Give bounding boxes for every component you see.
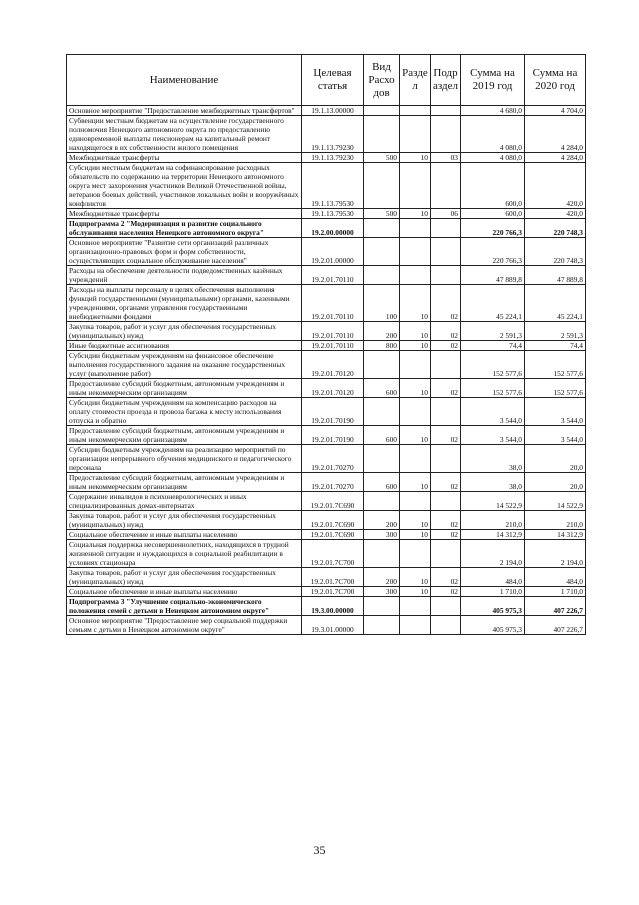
header-section: Разде л (400, 55, 431, 106)
cell-section (400, 492, 431, 511)
cell-subsection: 02 (431, 473, 461, 492)
cell-subsection (431, 398, 461, 426)
cell-sum-2020: 220 748,3 (525, 238, 586, 266)
cell-section (400, 445, 431, 473)
cell-expense-type: 600 (364, 379, 400, 398)
cell-name: Межбюджетные трансферты (67, 209, 302, 219)
cell-expense-type: 100 (364, 285, 400, 322)
cell-expense-type (364, 219, 400, 238)
cell-section (400, 219, 431, 238)
cell-expense-type (364, 351, 400, 379)
cell-target-article: 19.1.13.00000 (302, 106, 364, 116)
cell-sum-2020: 45 224,1 (525, 285, 586, 322)
cell-target-article: 19.2.01.7С700 (302, 568, 364, 587)
cell-sum-2020: 420,0 (525, 209, 586, 219)
table-row (67, 219, 586, 238)
cell-sum-2019: 74,4 (461, 341, 525, 351)
cell-sum-2020: 152 577,6 (525, 379, 586, 398)
table-row (67, 568, 586, 587)
cell-sum-2020: 4 704,0 (525, 106, 586, 116)
cell-target-article: 19.1.13.79230 (302, 116, 364, 153)
cell-sum-2019: 600,0 (461, 163, 525, 209)
cell-section (400, 597, 431, 616)
table-row (67, 445, 586, 473)
cell-target-article: 19.2.01.7С700 (302, 587, 364, 597)
cell-subsection (431, 106, 461, 116)
table-row (67, 511, 586, 530)
cell-subsection (431, 116, 461, 153)
cell-subsection: 02 (431, 568, 461, 587)
cell-sum-2019: 4 680,0 (461, 106, 525, 116)
cell-section (400, 106, 431, 116)
cell-expense-type (364, 266, 400, 285)
cell-sum-2020: 14 522,9 (525, 492, 586, 511)
cell-name: Субсидии местным бюджетам на софинансирование расходных обязательств по содержанию на территории Ненецкого автономного округа мест захоронения участников Великой Отечественной войны, ветеранов боевых действий, участников локальных войн и вооружённых конфликтов (67, 163, 302, 209)
cell-subsection: 02 (431, 379, 461, 398)
cell-expense-type: 800 (364, 341, 400, 351)
cell-name: Иные бюджетные ассигнования (67, 341, 302, 351)
cell-target-article: 19.3.01.00000 (302, 616, 364, 635)
cell-name: Расходы на выплаты персоналу в целях обеспечения выполнения функций государственными (муниципальными) органами, казенными учреждениями, органами управления государственными внебюджетными фондами (67, 285, 302, 322)
header-target-article: Целевая статья (302, 55, 364, 106)
cell-expense-type (364, 106, 400, 116)
cell-expense-type: 200 (364, 322, 400, 341)
cell-target-article: 19.2.01.70120 (302, 351, 364, 379)
cell-sum-2020: 407 226,7 (525, 597, 586, 616)
cell-section: 10 (400, 341, 431, 351)
cell-sum-2019: 484,0 (461, 568, 525, 587)
cell-target-article: 19.1.13.79530 (302, 209, 364, 219)
cell-subsection (431, 351, 461, 379)
table-row (67, 597, 586, 616)
cell-sum-2020: 420,0 (525, 163, 586, 209)
cell-subsection: 02 (431, 511, 461, 530)
cell-name: Основное мероприятие "Развитие сети организаций различных организационно-правовых форм и форм собственности, осуществляющих социальное обслуживание населения" (67, 238, 302, 266)
cell-target-article: 19.2.01.70110 (302, 322, 364, 341)
cell-section: 10 (400, 511, 431, 530)
cell-sum-2020: 20,0 (525, 445, 586, 473)
budget-table (66, 54, 586, 635)
cell-subsection: 06 (431, 209, 461, 219)
table-row (67, 351, 586, 379)
cell-target-article: 19.2.01.7С690 (302, 511, 364, 530)
cell-name: Расходы на обеспечение деятельности подведомственных казённых учреждений (67, 266, 302, 285)
cell-name: Основное мероприятие "Предоставление межбюджетных трансфертов" (67, 106, 302, 116)
cell-subsection: 02 (431, 426, 461, 445)
table-row (67, 530, 586, 540)
cell-section: 10 (400, 426, 431, 445)
table-row (67, 209, 586, 219)
cell-target-article: 19.3.00.00000 (302, 597, 364, 616)
cell-target-article: 19.2.01.70190 (302, 398, 364, 426)
table-row (67, 153, 586, 163)
cell-subsection (431, 266, 461, 285)
cell-subsection: 02 (431, 587, 461, 597)
cell-subsection: 02 (431, 322, 461, 341)
cell-sum-2019: 2 591,3 (461, 322, 525, 341)
cell-expense-type: 500 (364, 209, 400, 219)
cell-expense-type (364, 540, 400, 568)
cell-subsection (431, 540, 461, 568)
cell-sum-2019: 405 975,3 (461, 597, 525, 616)
cell-name: Межбюджетные трансферты (67, 153, 302, 163)
cell-name: Предоставление субсидий бюджетным, автономным учреждениям и иным некоммерческим организациям (67, 473, 302, 492)
cell-name: Содержание инвалидов в психоневрологических и иных специализированных домах-интернатах (67, 492, 302, 511)
header-sum-2019: Сумма на 2019 год (461, 55, 525, 106)
table-header-row (67, 55, 586, 106)
table-row (67, 266, 586, 285)
cell-subsection (431, 616, 461, 635)
cell-target-article: 19.2.01.70110 (302, 266, 364, 285)
cell-target-article: 19.2.01.70270 (302, 473, 364, 492)
cell-section (400, 163, 431, 209)
cell-expense-type (364, 445, 400, 473)
cell-name: Закупка товаров, работ и услуг для обеспечения государственных (муниципальных) нужд (67, 511, 302, 530)
cell-sum-2020: 47 889,8 (525, 266, 586, 285)
cell-name: Социальное обеспечение и иные выплаты населению (67, 587, 302, 597)
cell-sum-2019: 600,0 (461, 209, 525, 219)
cell-subsection: 02 (431, 285, 461, 322)
cell-section: 10 (400, 379, 431, 398)
cell-section: 10 (400, 530, 431, 540)
cell-sum-2020: 2 591,3 (525, 322, 586, 341)
cell-sum-2020: 74,4 (525, 341, 586, 351)
cell-name: Основное мероприятие "Предоставление мер социальной поддержки семьям с детьми в Ненецком автономном округе" (67, 616, 302, 635)
cell-section: 10 (400, 285, 431, 322)
cell-target-article: 19.2.01.70110 (302, 285, 364, 322)
cell-name: Субвенции местным бюджетам на осуществление государственного полномочия Ненецкого автономного округа по предоставлению единовременной выплаты пенсионерам на капитальный ремонт находящегося в их собственности жилого помещения (67, 116, 302, 153)
cell-expense-type: 600 (364, 473, 400, 492)
cell-section (400, 616, 431, 635)
cell-sum-2020: 210,0 (525, 511, 586, 530)
cell-name: Социальное обеспечение и иные выплаты населению (67, 530, 302, 540)
cell-sum-2019: 1 710,0 (461, 587, 525, 597)
table-row (67, 163, 586, 209)
table-row (67, 116, 586, 153)
cell-sum-2019: 152 577,6 (461, 379, 525, 398)
cell-section: 10 (400, 322, 431, 341)
cell-section (400, 266, 431, 285)
table-body (67, 106, 586, 635)
cell-target-article: 19.2.00.00000 (302, 219, 364, 238)
cell-subsection (431, 597, 461, 616)
cell-subsection: 03 (431, 153, 461, 163)
cell-target-article: 19.2.01.70120 (302, 379, 364, 398)
cell-sum-2019: 14 522,9 (461, 492, 525, 511)
cell-target-article: 19.2.01.70110 (302, 341, 364, 351)
cell-sum-2019: 4 080,0 (461, 153, 525, 163)
cell-subsection: 02 (431, 530, 461, 540)
cell-section (400, 238, 431, 266)
cell-section: 10 (400, 568, 431, 587)
cell-expense-type (364, 398, 400, 426)
cell-section (400, 540, 431, 568)
cell-subsection (431, 238, 461, 266)
cell-sum-2019: 4 080,0 (461, 116, 525, 153)
cell-sum-2020: 2 194,0 (525, 540, 586, 568)
table-row (67, 426, 586, 445)
table-row (67, 379, 586, 398)
table-row (67, 398, 586, 426)
cell-section: 10 (400, 473, 431, 492)
cell-expense-type: 200 (364, 511, 400, 530)
cell-expense-type (364, 238, 400, 266)
cell-target-article: 19.1.13.79230 (302, 153, 364, 163)
cell-sum-2019: 2 194,0 (461, 540, 525, 568)
cell-name: Социальная поддержка несовершеннолетних, находящихся в трудной жизненной ситуации и нуждающихся в социальной реабилитации в условиях стационара (67, 540, 302, 568)
cell-section: 10 (400, 587, 431, 597)
cell-expense-type (364, 597, 400, 616)
cell-target-article: 19.2.01.70190 (302, 426, 364, 445)
cell-sum-2019: 3 544,0 (461, 426, 525, 445)
cell-name: Субсидии бюджетным учреждениям на компенсацию расходов на оплату стоимости проезда и провоза багажа к месту использования отпуска и обратно (67, 398, 302, 426)
table-row (67, 285, 586, 322)
table-row (67, 238, 586, 266)
cell-sum-2019: 220 766,3 (461, 238, 525, 266)
cell-section: 10 (400, 153, 431, 163)
cell-expense-type: 200 (364, 568, 400, 587)
table-row (67, 587, 586, 597)
cell-name: Субсидии бюджетным учреждениям на реализацию мероприятий по организации непрерывного обучения медицинского и педагогического персонала (67, 445, 302, 473)
cell-section (400, 351, 431, 379)
cell-target-article: 19.1.13.79530 (302, 163, 364, 209)
cell-target-article: 19.2.01.00000 (302, 238, 364, 266)
cell-target-article: 19.2.01.7С690 (302, 530, 364, 540)
cell-section: 10 (400, 209, 431, 219)
cell-sum-2019: 38,0 (461, 473, 525, 492)
table-row (67, 322, 586, 341)
cell-target-article: 19.2.01.7С700 (302, 540, 364, 568)
page-number: 35 (313, 843, 326, 857)
cell-sum-2020: 407 226,7 (525, 616, 586, 635)
header-expense-type: Вид Расхо дов (364, 55, 400, 106)
cell-target-article: 19.2.01.70270 (302, 445, 364, 473)
cell-subsection: 02 (431, 341, 461, 351)
cell-sum-2020: 152 577,6 (525, 351, 586, 379)
cell-subsection (431, 219, 461, 238)
cell-sum-2020: 20,0 (525, 473, 586, 492)
cell-name: Закупка товаров, работ и услуг для обеспечения государственных (муниципальных) нужд (67, 322, 302, 341)
table-row (67, 492, 586, 511)
cell-expense-type: 500 (364, 153, 400, 163)
cell-sum-2019: 210,0 (461, 511, 525, 530)
cell-sum-2020: 4 284,0 (525, 153, 586, 163)
cell-name: Подпрограмма 2 "Модернизация и развитие социального обслуживания населения Ненецкого автономного округа" (67, 219, 302, 238)
cell-sum-2020: 14 312,9 (525, 530, 586, 540)
table-row (67, 473, 586, 492)
cell-sum-2019: 45 224,1 (461, 285, 525, 322)
cell-section (400, 116, 431, 153)
cell-target-article: 19.2.01.7С690 (302, 492, 364, 511)
table-row (67, 341, 586, 351)
cell-expense-type (364, 492, 400, 511)
cell-sum-2020: 3 544,0 (525, 426, 586, 445)
cell-sum-2019: 405 975,3 (461, 616, 525, 635)
table-row (67, 540, 586, 568)
header-sum-2020: Сумма на 2020 год (525, 55, 586, 106)
cell-subsection (431, 163, 461, 209)
cell-section (400, 398, 431, 426)
cell-subsection (431, 492, 461, 511)
header-subsection: Подр аздел (431, 55, 461, 106)
cell-expense-type: 600 (364, 426, 400, 445)
cell-sum-2020: 220 748,3 (525, 219, 586, 238)
cell-expense-type: 300 (364, 587, 400, 597)
cell-sum-2019: 152 577,6 (461, 351, 525, 379)
cell-expense-type (364, 616, 400, 635)
cell-sum-2020: 4 284,0 (525, 116, 586, 153)
cell-sum-2019: 38,0 (461, 445, 525, 473)
cell-sum-2019: 47 889,8 (461, 266, 525, 285)
cell-subsection (431, 445, 461, 473)
cell-expense-type (364, 116, 400, 153)
header-name: Наименование (67, 55, 302, 106)
table-row (67, 616, 586, 635)
cell-name: Закупка товаров, работ и услуг для обеспечения государственных (муниципальных) нужд (67, 568, 302, 587)
cell-sum-2020: 484,0 (525, 568, 586, 587)
cell-name: Предоставление субсидий бюджетным, автономным учреждениям и иным некоммерческим организациям (67, 426, 302, 445)
cell-sum-2020: 1 710,0 (525, 587, 586, 597)
cell-expense-type (364, 163, 400, 209)
cell-name: Предоставление субсидий бюджетным, автономным учреждениям и иным некоммерческим организациям (67, 379, 302, 398)
cell-sum-2019: 3 544,0 (461, 398, 525, 426)
cell-sum-2020: 3 544,0 (525, 398, 586, 426)
cell-name: Подпрограмма 3 "Улучшение социально-экономического положения семей с детьми в Ненецком автономном округе" (67, 597, 302, 616)
cell-name: Субсидии бюджетным учреждениям на финансовое обеспечение выполнения государственного задания на оказание государственных услуг (выполнение работ) (67, 351, 302, 379)
cell-sum-2019: 220 766,3 (461, 219, 525, 238)
cell-expense-type: 300 (364, 530, 400, 540)
cell-sum-2019: 14 312,9 (461, 530, 525, 540)
table-row (67, 106, 586, 116)
